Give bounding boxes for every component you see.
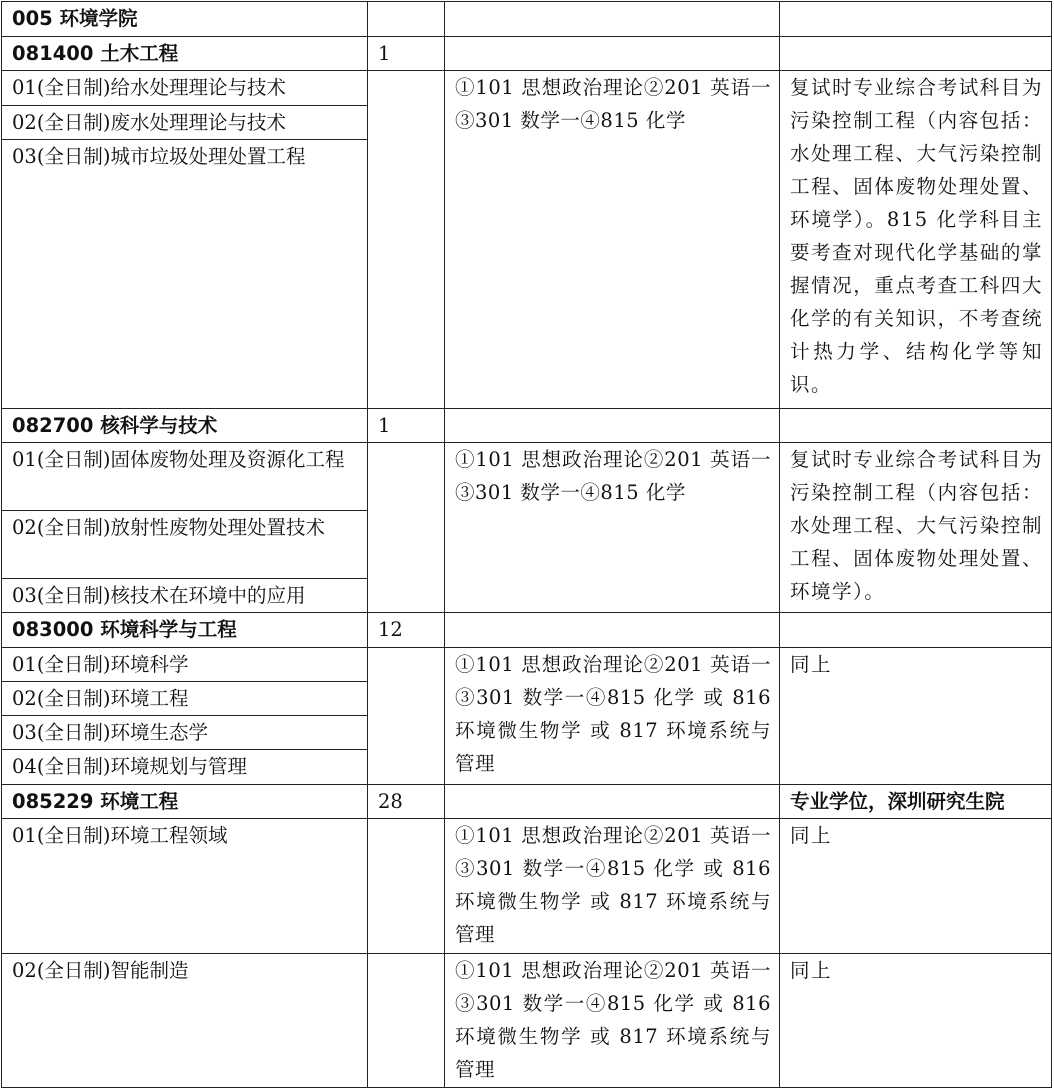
exam-subjects: ①101 思想政治理论②201 英语一③301 数学一④815 化学 或 816 环境微生物学 或 817 环境系统与管理 xyxy=(445,819,780,954)
direction-row xyxy=(2,819,1052,954)
remarks: 同上 xyxy=(780,819,1052,954)
exam-subjects: ①101 思想政治理论②201 英语一③301 数学一④815 化学 或 816 环境微生物学 或 817 环境系统与管理 xyxy=(445,648,780,785)
catalog-table xyxy=(1,1,1052,1088)
major-code-name: 083000 环境科学与工程 xyxy=(2,613,368,648)
remarks: 同上 xyxy=(780,648,1052,785)
exam-subjects: ①101 思想政治理论②201 英语一③301 数学一④815 化学 xyxy=(445,443,780,613)
remarks: 同上 xyxy=(780,954,1052,1088)
enrollment-count: 12 xyxy=(368,613,445,648)
major-header-row xyxy=(2,409,1052,443)
direction-name: 02(全日制)放射性废物处理处置技术 xyxy=(2,511,368,579)
exam-subjects: ①101 思想政治理论②201 英语一③301 数学一④815 化学 或 816 环境微生物学 或 817 环境系统与管理 xyxy=(445,954,780,1088)
direction-name: 04(全日制)环境规划与管理 xyxy=(2,750,368,785)
direction-row xyxy=(2,443,1052,511)
major-code-name: 085229 环境工程 xyxy=(2,785,368,819)
direction-name: 02(全日制)环境工程 xyxy=(2,682,368,716)
direction-name: 03(全日制)核技术在环境中的应用 xyxy=(2,579,368,613)
remarks: 复试时专业综合考试科目为污染控制工程（内容包括：水处理工程、大气污染控制工程、固体废物处理处置、环境学）。815 化学科目主要考查对现代化学基础的掌握情况，重点考查工科四大化学的有关知识，不考查统计热力学、结构化学等知识。 xyxy=(780,71,1052,409)
degree-note: 专业学位，深圳研究生院 xyxy=(780,785,1052,819)
major-header-row xyxy=(2,37,1052,71)
direction-name: 01(全日制)固体废物处理及资源化工程 xyxy=(2,443,368,511)
major-code-name: 082700 核科学与技术 xyxy=(2,409,368,443)
direction-name: 01(全日制)给水处理理论与技术 xyxy=(2,71,368,106)
direction-row xyxy=(2,954,1052,1088)
exam-subjects: ①101 思想政治理论②201 英语一③301 数学一④815 化学 xyxy=(445,71,780,409)
direction-name: 03(全日制)环境生态学 xyxy=(2,716,368,750)
major-header-row xyxy=(2,613,1052,648)
direction-row xyxy=(2,648,1052,682)
school-row xyxy=(2,2,1052,37)
enrollment-count: 1 xyxy=(368,37,445,71)
school-name: 005 环境学院 xyxy=(2,2,368,37)
direction-name: 01(全日制)环境科学 xyxy=(2,648,368,682)
direction-name: 02(全日制)智能制造 xyxy=(2,954,368,1088)
major-code-name: 081400 土木工程 xyxy=(2,37,368,71)
major-header-row xyxy=(2,785,1052,819)
enrollment-count: 28 xyxy=(368,785,445,819)
direction-name: 02(全日制)废水处理理论与技术 xyxy=(2,106,368,140)
direction-row xyxy=(2,71,1052,106)
direction-name: 01(全日制)环境工程领域 xyxy=(2,819,368,954)
enrollment-count: 1 xyxy=(368,409,445,443)
remarks: 复试时专业综合考试科目为污染控制工程（内容包括：水处理工程、大气污染控制工程、固体废物处理处置、环境学）。 xyxy=(780,443,1052,613)
direction-name: 03(全日制)城市垃圾处理处置工程 xyxy=(2,140,368,409)
